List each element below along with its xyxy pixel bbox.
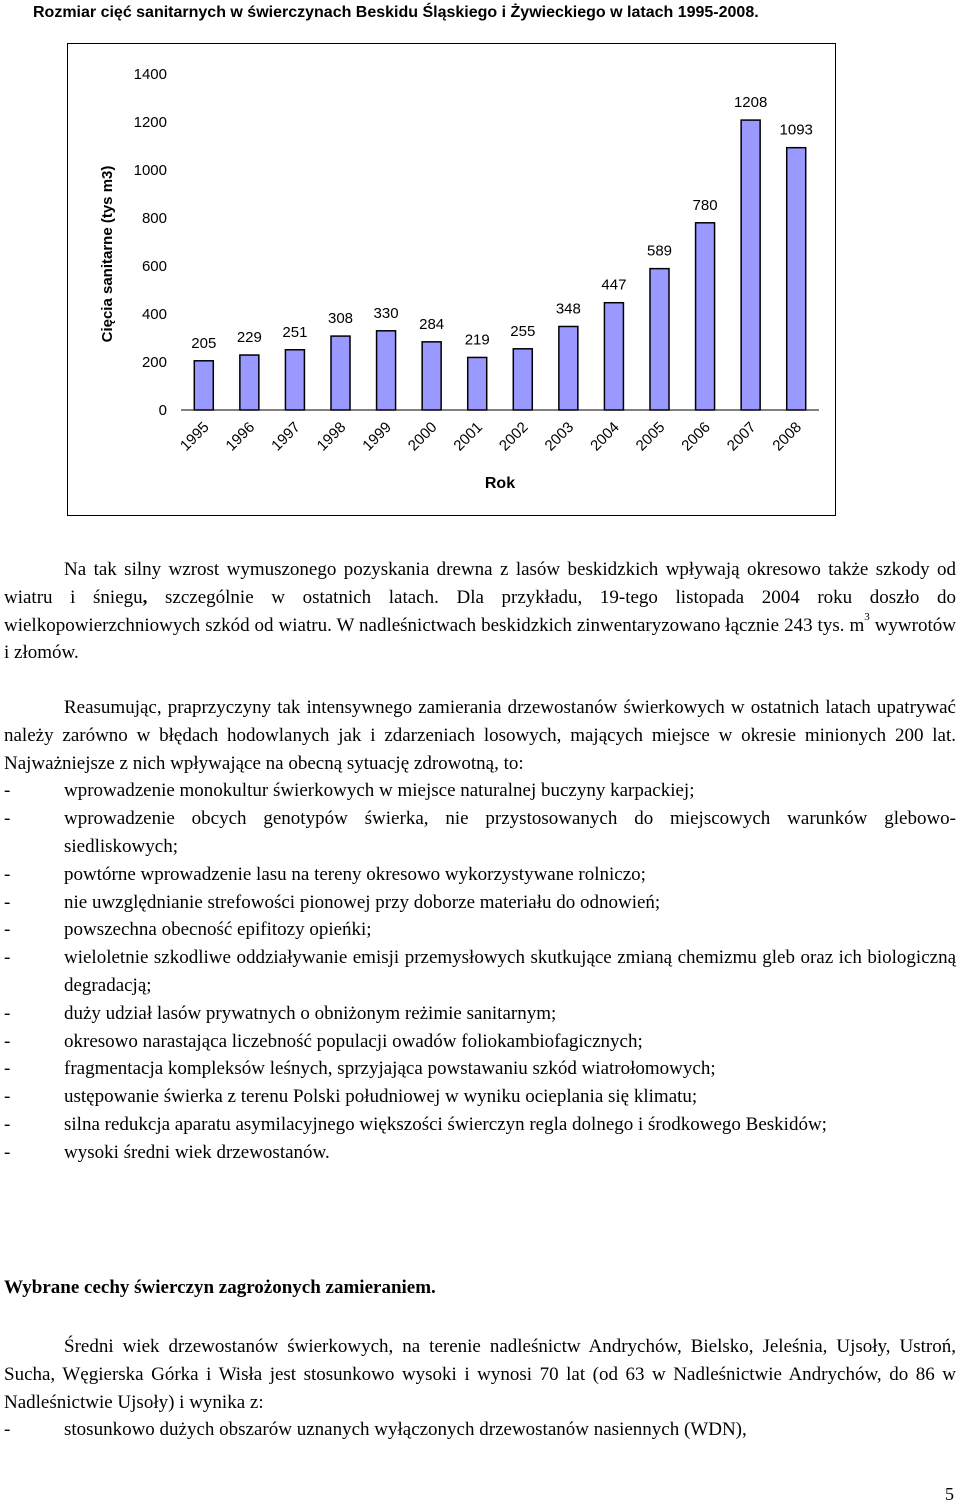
cause-item (4, 1000, 956, 1028)
y-tick-label: 600 (141, 258, 167, 275)
x-tick-label: 2005 (632, 418, 669, 455)
y-tick-label: 800 (141, 210, 167, 227)
list-dash: - (4, 1002, 11, 1024)
data-label: 330 (373, 304, 399, 322)
list-item-text: duży udział lasów prywatnych o obniżonym reżimie sanitarnym; (64, 1002, 557, 1024)
y-tick-label: 0 (158, 402, 167, 419)
list-dash: - (4, 863, 11, 885)
x-tick-label: 1997 (268, 418, 304, 455)
list-item-text: nie uwzględnianie strefowości pionowej przy doborze materiału do odnowień; (64, 891, 661, 913)
list-item-text: fragmentacja kompleksów leśnych, sprzyjająca powstawaniu szkód wiatrołomowych; (64, 1058, 716, 1080)
x-tick-label: 2007 (723, 418, 760, 455)
list-dash: - (4, 808, 11, 830)
cause-item (4, 1083, 956, 1111)
x-tick-label: 1995 (176, 418, 213, 455)
list-dash: - (4, 1030, 11, 1052)
cause-item (4, 1055, 956, 1083)
list-item-text: ustępowanie świerka z terenu Polski południowej w wyniku ocieplania się klimatu; (64, 1086, 698, 1108)
data-label: 229 (236, 329, 262, 347)
x-tick-label: 2000 (404, 418, 441, 455)
y-axis-title: Cięcia sanitarne (tys m3) (99, 165, 116, 343)
para2-text: Reasumując, praprzyczyny tak intensywnego zamierania drzewostanów świerkowych w ostatnich latach upatrywać należy zarówno w błędach hodowlanych jak i zdarzeniach losowych, mających miejsce w okresie minionych 200 lat. Najważniejsze z nich wpływające na obecną sytuację zdrowotną, to: (4, 697, 956, 774)
data-label: 1093 (779, 121, 813, 139)
data-label: 251 (282, 323, 308, 341)
x-tick-label: 2001 (450, 418, 487, 455)
x-tick-label: 1999 (359, 418, 395, 455)
x-tick-label: 2004 (587, 418, 623, 455)
paragraph-age (4, 1333, 956, 1444)
data-label: 205 (191, 334, 217, 352)
y-tick-label: 400 (141, 306, 167, 323)
cause-item (4, 1111, 956, 1139)
bar (422, 342, 441, 410)
data-label: 308 (327, 310, 354, 328)
reason-item (4, 1416, 956, 1444)
x-tick-label: 2002 (495, 418, 532, 455)
list-dash: - (4, 1141, 11, 1163)
list-item-text: okresowo narastająca liczebność populacji owadów foliokambiofagicznych; (64, 1030, 643, 1052)
page-title: Rozmiar cięć sanitarnych w świerczynach Beskidu Śląskiego i Żywieckiego w latach 1995-2008. (33, 4, 759, 21)
x-tick-label: 1998 (313, 418, 350, 455)
list-dash: - (4, 1058, 11, 1080)
causes-list (4, 777, 956, 1166)
list-item-text: wysoki średni wiek drzewostanów. (64, 1141, 330, 1163)
bar (787, 148, 806, 410)
x-tick-label: 2006 (678, 418, 714, 455)
list-dash: - (4, 1113, 11, 1135)
y-tick-label: 1400 (133, 66, 167, 83)
paragraph-wind-damage (4, 556, 956, 667)
bar (604, 303, 623, 410)
list-dash: - (4, 1419, 11, 1441)
data-label: 447 (601, 276, 627, 294)
cause-item (4, 777, 956, 805)
list-item-text: silna redukcja aparatu asymilacyjnego większości świerczyn regla dolnego i środkowego Beskidów; (64, 1113, 827, 1135)
list-item-text: wprowadzenie obcych genotypów świerka, nie przystosowanych do miejscowych warunków glebowo-siedliskowych; (64, 808, 956, 857)
x-tick-label: 2003 (541, 418, 578, 455)
data-label: 348 (555, 300, 581, 318)
bar (240, 355, 259, 410)
data-label: 284 (419, 315, 445, 333)
cause-item (4, 1139, 956, 1167)
x-tick-label: 1996 (222, 418, 259, 455)
list-item-text: powtórne wprowadzenie lasu na tereny okresowo wykorzystywane rolniczo; (64, 863, 646, 885)
data-label: 780 (692, 196, 718, 214)
cause-item (4, 889, 956, 917)
data-label: 1208 (733, 94, 768, 112)
y-tick-label: 1000 (133, 162, 167, 179)
x-axis-title: Rok (484, 475, 516, 492)
list-dash: - (4, 780, 11, 802)
bar (194, 361, 213, 410)
cause-item (4, 916, 956, 944)
reasons-list (4, 1416, 956, 1444)
list-item-text: wprowadzenie monokultur świerkowych w miejsce naturalnej buczyny karpackiej; (64, 780, 695, 802)
list-item-text: powszechna obecność epifitozy opieńki; (64, 919, 372, 941)
bar (513, 349, 532, 410)
y-tick-label: 1200 (133, 114, 167, 131)
para3-text: Średni wiek drzewostanów świerkowych, na terenie nadleśnictw Andrychów, Bielsko, Jeleśnia, Ujsoły, Ustroń, Sucha, Węgierska Górka i Wisła jest stosunkowo wysoki i wynosi 70 lat (od 63 w Nadleśnictwie Andrychów, do 86 w Nadleśnictwie Ujsoły) i wynika z: (4, 1336, 956, 1413)
sanitary-cuts-bar-chart (0, 0, 960, 530)
page-number: 5 (945, 1484, 954, 1504)
bar (559, 326, 578, 410)
bar (285, 350, 304, 410)
y-tick-label: 200 (141, 354, 167, 371)
bar (650, 269, 669, 410)
list-item-text: stosunkowo dużych obszarów uznanych wyłączonych drzewostanów nasiennych (WDN), (64, 1419, 747, 1441)
data-label: 589 (646, 242, 673, 260)
paragraph-summary (4, 694, 956, 1167)
bar (377, 331, 396, 410)
para1-superscript: 3 (864, 610, 870, 623)
data-label: 255 (510, 322, 536, 340)
data-label: 219 (464, 331, 490, 349)
para1-text-end: wywrotów i złomów. (4, 614, 956, 664)
bar (331, 336, 350, 410)
list-dash: - (4, 1086, 11, 1108)
section-heading: Wybrane cechy świerczyn zagrożonych zamieraniem. (4, 1277, 436, 1298)
bar (468, 357, 487, 410)
list-dash: - (4, 947, 11, 969)
list-item-text: wieloletnie szkodliwe oddziaływanie emisji przemysłowych skutkujące zmianą chemizmu gleb oraz ich biologiczną degradacją; (64, 947, 956, 996)
bar (741, 120, 760, 410)
cause-item (4, 1028, 956, 1056)
bar (696, 223, 715, 410)
list-dash: - (4, 919, 11, 941)
list-dash: - (4, 891, 11, 913)
cause-item (4, 861, 956, 889)
para1-text-before: Na tak silny wzrost wymuszonego pozyskania drewna z lasów beskidzkich wpływają okresowo także szkody od wiatru i śniegu (4, 559, 956, 608)
cause-item (4, 944, 956, 1000)
para1-comma: , (142, 586, 148, 608)
cause-item (4, 805, 956, 861)
x-tick-label: 2008 (769, 418, 806, 455)
para1-text-after: szczególnie w ostatnich latach. Dla przykładu, 19-tego listopada 2004 roku doszło do wielkopowierzchniowych szkód od wiatru. W nadleśnictwach beskidzkich zinwentaryzowano łącznie 243 tys. m (4, 586, 956, 636)
